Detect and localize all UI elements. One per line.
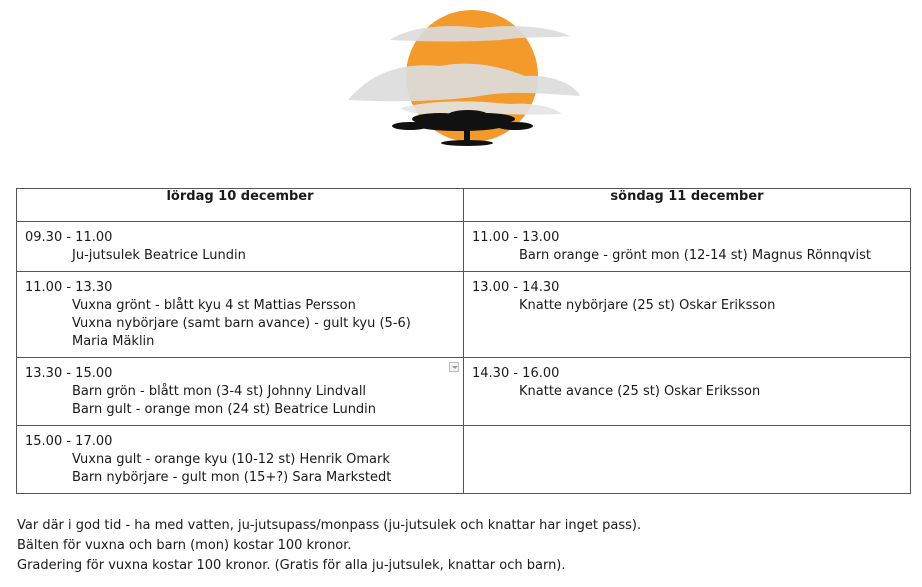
note-line: Gradering för vuxna kostar 100 kronor. (Gratis för alla ju-jutsulek, knattar och barn). [17,558,566,573]
time-slot: 14.30 - 16.00 [472,366,560,381]
schedule-cell [17,426,464,494]
time-slot: 13.00 - 14.30 [472,280,560,295]
schedule-cell [17,272,464,358]
note-line: Bälten för vuxna och barn (mon) kostar 100 kronor. [17,538,352,553]
schedule-cell [464,222,911,272]
table-row [17,222,911,272]
session-item: Maria Mäklin [72,334,155,349]
session-item: Knatte nybörjare (25 st) Oskar Eriksson [519,298,776,313]
time-slot: 15.00 - 17.00 [25,434,113,449]
table-row [17,272,911,358]
time-slot: 09.30 - 11.00 [25,230,113,245]
notes-section [17,516,641,576]
cloud-middle [348,64,580,102]
empty-cell [464,426,911,494]
time-slot: 11.00 - 13.00 [472,230,560,245]
session-item: Barn grön - blått mon (3-4 st) Johnny Lindvall [72,384,367,399]
session-item: Knatte avance (25 st) Oskar Eriksson [519,384,761,399]
session-item: Vuxna gult - orange kyu (10-12 st) Henrik Omark [72,452,390,467]
day2-header: söndag 11 december [464,189,911,222]
dropdown-marker-icon[interactable] [449,362,459,372]
session-item: Barn gult - orange mon (24 st) Beatrice Lundin [72,402,377,417]
session-item: Vuxna grönt - blått kyu 4 st Mattias Persson [72,298,356,313]
schedule-table [16,188,911,494]
cloud-upper [390,26,570,41]
session-item: Ju-jutsulek Beatrice Lundin [72,248,246,263]
table-header-row [17,189,911,222]
note-line: Var där i god tid - ha med vatten, ju-jutsupass/monpass (ju-jutsulek och knattar har inget pass). [17,518,642,533]
time-slot: 13.30 - 15.00 [25,366,113,381]
schedule-cell [464,358,911,426]
session-item: Barn orange - grönt mon (12-14 st) Magnus Rönnqvist [519,248,871,263]
session-item: Vuxna nybörjare (samt barn avance) - gult kyu (5-6) [72,316,411,331]
schedule-cell [17,358,464,426]
schedule-cell [17,222,464,272]
time-slot: 11.00 - 13.30 [25,280,113,295]
session-item: Barn nybörjare - gult mon (15+?) Sara Markstedt [72,470,392,485]
day1-header: lördag 10 december [17,189,464,222]
table-row [17,426,911,494]
club-logo [340,4,590,149]
schedule-cell [464,272,911,358]
table-row [17,358,911,426]
